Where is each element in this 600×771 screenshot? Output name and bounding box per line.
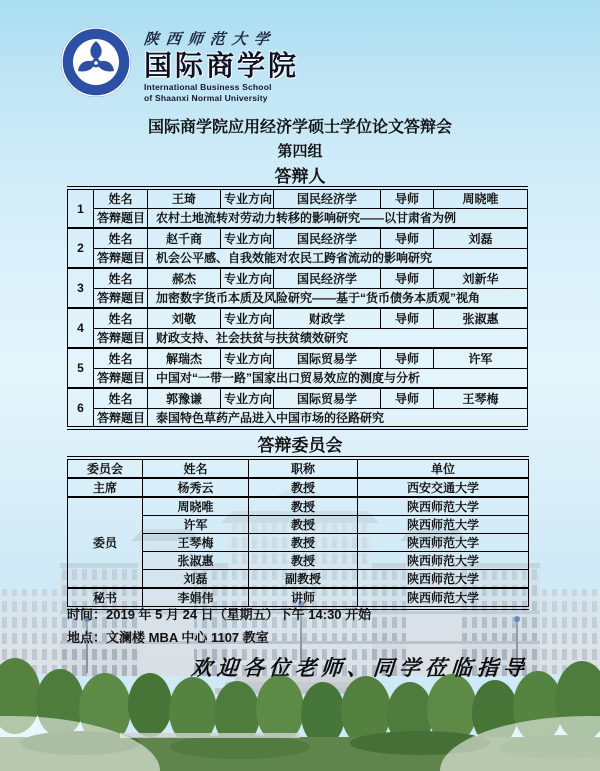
committee-header-title: 职称 — [249, 458, 358, 478]
committee-row — [68, 478, 529, 497]
advisor-label: 导师 — [381, 188, 434, 208]
committee-role: 秘书 — [68, 588, 143, 608]
defender-name: 王琦 — [148, 188, 221, 208]
event-time: 时间：2019 年 5 月 24 日（星期五）下午 14:30 开始 — [67, 607, 372, 622]
name-label: 姓名 — [94, 308, 148, 328]
committee-header-row — [68, 458, 529, 478]
defender-main-row — [68, 188, 528, 208]
defender-main-row — [68, 348, 528, 368]
defender-advisor: 周晓唯 — [434, 188, 528, 208]
defender-topic: 泰国特色草药产品进入中国市场的径路研究 — [148, 408, 528, 428]
defender-main-row — [68, 308, 528, 328]
major-label: 专业方向 — [221, 308, 274, 328]
defender-number: 2 — [68, 228, 94, 268]
committee-member-title: 副教授 — [249, 570, 358, 589]
defender-number: 5 — [68, 348, 94, 388]
committee-role: 委员 — [68, 497, 143, 588]
defender-number: 6 — [68, 388, 94, 428]
committee-member-name: 李娟伟 — [143, 588, 249, 608]
defender-advisor: 刘新华 — [434, 268, 528, 288]
committee-member-unit: 陕西师范大学 — [358, 497, 529, 516]
committee-member-name: 王琴梅 — [143, 534, 249, 552]
defenders-table — [67, 186, 528, 430]
group-number: 第四组 — [277, 143, 323, 160]
committee-member-unit: 陕西师范大学 — [358, 516, 529, 534]
defender-number: 1 — [68, 188, 94, 228]
name-label: 姓名 — [94, 188, 148, 208]
name-label: 姓名 — [94, 348, 148, 368]
major-label: 专业方向 — [221, 388, 274, 408]
defender-topic: 农村土地流转对劳动力转移的影响研究——以甘肃省为例 — [148, 208, 528, 228]
defender-major: 国民经济学 — [274, 268, 381, 288]
committee-member-name: 杨秀云 — [143, 478, 249, 497]
defender-major: 国际贸易学 — [274, 348, 381, 368]
defender-topic: 财政支持、社会扶贫与扶贫绩效研究 — [148, 328, 528, 348]
defender-main-row — [68, 388, 528, 408]
defender-name: 赵千商 — [148, 228, 221, 248]
defender-topic-row — [68, 208, 528, 228]
defender-advisor: 王琴梅 — [434, 388, 528, 408]
defender-topic-row — [68, 328, 528, 348]
defender-major: 国民经济学 — [274, 188, 381, 208]
committee-table — [67, 456, 529, 610]
defenders-heading: 答辩人 — [274, 167, 326, 186]
defender-major: 财政学 — [274, 308, 381, 328]
defender-major: 国民经济学 — [274, 228, 381, 248]
defender-number: 3 — [68, 268, 94, 308]
school-name-en-line1: International Business School — [144, 82, 272, 93]
topic-label: 答辩题目 — [94, 248, 148, 268]
defender-main-row — [68, 268, 528, 288]
name-label: 姓名 — [94, 228, 148, 248]
event-location: 地点：文澜楼 MBA 中心 1107 教室 — [67, 630, 269, 645]
committee-member-unit: 陕西师范大学 — [358, 570, 529, 589]
committee-header-role: 委员会 — [68, 458, 143, 478]
defender-advisor: 许军 — [434, 348, 528, 368]
school-brand — [58, 24, 299, 104]
name-label: 姓名 — [94, 388, 148, 408]
committee-member-name: 张淑惠 — [143, 552, 249, 570]
defender-topic-row — [68, 368, 528, 388]
committee-member-unit: 陕西师范大学 — [358, 552, 529, 570]
committee-member-unit: 陕西师范大学 — [358, 534, 529, 552]
advisor-label: 导师 — [381, 388, 434, 408]
defender-topic: 加密数字货币本质及风险研究——基于“货币债务本质观”视角 — [148, 288, 528, 308]
school-emblem-icon — [58, 24, 134, 100]
defender-name: 刘敬 — [148, 308, 221, 328]
defender-name: 解瑞杰 — [148, 348, 221, 368]
committee-member-name: 刘磊 — [143, 570, 249, 589]
committee-header-unit: 单位 — [358, 458, 529, 478]
defender-topic-row — [68, 248, 528, 268]
school-name-en-line2: of Shaanxi Normal University — [144, 93, 268, 104]
committee-heading: 答辩委员会 — [257, 436, 343, 455]
advisor-label: 导师 — [381, 308, 434, 328]
defender-name: 郝杰 — [148, 268, 221, 288]
committee-member-title: 讲师 — [249, 588, 358, 608]
university-name-calligraphy: 陕西师范大学 — [143, 30, 277, 48]
advisor-label: 导师 — [381, 228, 434, 248]
committee-row — [68, 497, 529, 516]
school-name-cn: 国际商学院 — [144, 50, 300, 81]
defender-advisor: 张淑惠 — [434, 308, 528, 328]
committee-member-unit: 西安交通大学 — [358, 478, 529, 497]
topic-label: 答辩题目 — [94, 288, 148, 308]
name-label: 姓名 — [94, 268, 148, 288]
committee-header-name: 姓名 — [143, 458, 249, 478]
committee-member-title: 教授 — [249, 552, 358, 570]
defender-name: 郭豫谦 — [148, 388, 221, 408]
defender-topic-row — [68, 288, 528, 308]
welcome-message: 欢迎各位老师、同学莅临指导 — [190, 655, 530, 680]
advisor-label: 导师 — [381, 268, 434, 288]
advisor-label: 导师 — [381, 348, 434, 368]
topic-label: 答辩题目 — [94, 368, 148, 388]
committee-member-unit: 陕西师范大学 — [358, 588, 529, 608]
topic-label: 答辩题目 — [94, 328, 148, 348]
committee-member-title: 教授 — [249, 497, 358, 516]
committee-member-title: 教授 — [249, 534, 358, 552]
defender-number: 4 — [68, 308, 94, 348]
topic-label: 答辩题目 — [94, 208, 148, 228]
major-label: 专业方向 — [221, 268, 274, 288]
committee-role: 主席 — [68, 478, 143, 497]
major-label: 专业方向 — [221, 188, 274, 208]
defender-major: 国际贸易学 — [274, 388, 381, 408]
defender-topic: 机会公平感、自我效能对农民工跨省流动的影响研究 — [148, 248, 528, 268]
committee-member-title: 教授 — [249, 478, 358, 497]
defender-topic-row — [68, 408, 528, 428]
defender-advisor: 刘磊 — [434, 228, 528, 248]
committee-member-name: 周晓唯 — [143, 497, 249, 516]
committee-member-name: 许军 — [143, 516, 249, 534]
defender-main-row — [68, 228, 528, 248]
major-label: 专业方向 — [221, 348, 274, 368]
major-label: 专业方向 — [221, 228, 274, 248]
defender-topic: 中国对“一带一路”国家出口贸易效应的测度与分析 — [148, 368, 528, 388]
topic-label: 答辩题目 — [94, 408, 148, 428]
committee-member-title: 教授 — [249, 516, 358, 534]
event-title: 国际商学院应用经济学硕士学位论文答辩会 — [147, 119, 452, 136]
